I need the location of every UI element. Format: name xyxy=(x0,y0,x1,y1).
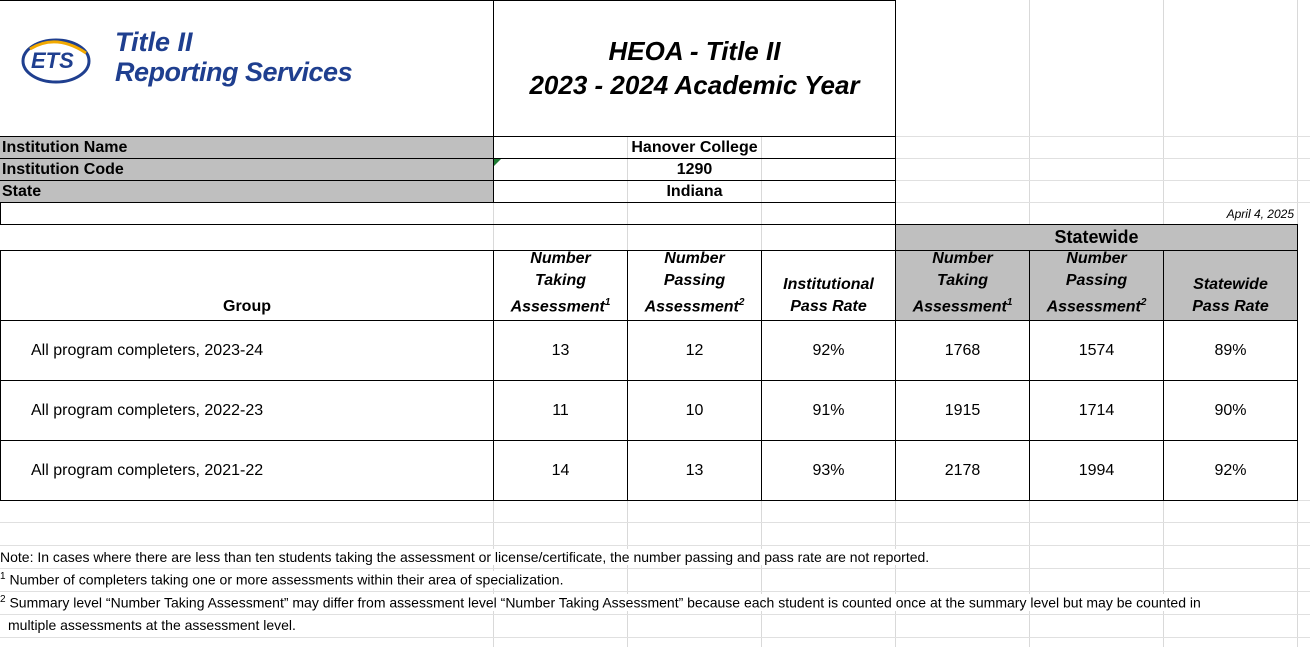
row-state-taking: 2178 xyxy=(895,440,1030,501)
footnote-mark: 1 xyxy=(1006,296,1013,308)
header-state-number-taking xyxy=(895,250,1030,321)
logo-line2: Reporting Services xyxy=(115,57,353,87)
header-institutional-pass-rate xyxy=(761,250,896,321)
title-line2: 2023 - 2024 Academic Year xyxy=(529,70,860,100)
header-text: Assessment xyxy=(644,298,739,315)
header-text: Number xyxy=(1066,249,1127,267)
footnote-mark: 1 xyxy=(604,296,611,308)
gridline xyxy=(0,568,1310,569)
institution-name-label: Institution Name xyxy=(2,139,128,156)
header-text: Passing xyxy=(663,271,726,289)
institution-name-value: Hanover College xyxy=(631,138,758,156)
footnote-mark: 2 xyxy=(1140,296,1147,308)
header-text: Number xyxy=(530,249,591,267)
row-group: All program completers, 2023-24 xyxy=(0,320,494,381)
row-passing: 10 xyxy=(627,380,762,441)
row-passing: 12 xyxy=(627,320,762,381)
row-group: All program completers, 2021-22 xyxy=(0,440,494,501)
institution-code-label: Institution Code xyxy=(2,161,124,178)
row-rate: 92% xyxy=(761,320,896,381)
row-state-passing: 1574 xyxy=(1029,320,1164,381)
header-text: Number xyxy=(664,249,725,267)
header-group xyxy=(0,250,494,321)
header-text: Passing xyxy=(1065,271,1128,289)
header-text: Pass Rate xyxy=(790,298,867,315)
footnote-2 xyxy=(0,594,1201,611)
row-taking: 13 xyxy=(493,320,628,381)
footnote-mark: 2 xyxy=(0,594,6,605)
header-text: Pass Rate xyxy=(1192,298,1269,315)
institution-code-value: 1290 xyxy=(676,160,713,178)
footnote-mark: 2 xyxy=(738,296,745,308)
institution-code-cell xyxy=(493,158,896,181)
row-passing: 13 xyxy=(627,440,762,501)
header-text: Number xyxy=(932,249,993,267)
header-spacer xyxy=(0,224,896,251)
blank-row xyxy=(0,202,896,225)
row-state-taking: 1915 xyxy=(895,380,1030,441)
row-state-passing: 1994 xyxy=(1029,440,1164,501)
state-cell xyxy=(493,180,896,203)
row-state-taking: 1768 xyxy=(895,320,1030,381)
footnote-2-text: Summary level “Number Taking Assessment” may differ from assessment level “Number Taking Assessment” because each student is counted once at the summary level but may be counted in xyxy=(5,594,1201,611)
row-group: All program completers, 2022-23 xyxy=(0,380,494,441)
title-box xyxy=(493,0,896,137)
logo-area xyxy=(0,0,494,137)
footnote-mark: 1 xyxy=(0,571,6,582)
header-text: Assessment xyxy=(510,298,605,315)
header-statewide-pass-rate xyxy=(1163,250,1298,321)
row-state-rate: 89% xyxy=(1163,320,1298,381)
gridline xyxy=(0,614,1310,615)
header-number-passing xyxy=(627,250,762,321)
institution-name-cell xyxy=(493,136,896,159)
statewide-label: Statewide xyxy=(1054,227,1139,247)
header-text: Institutional xyxy=(783,276,874,293)
header-text: Assessment xyxy=(1046,298,1141,315)
divider xyxy=(0,158,494,159)
state-label: State xyxy=(2,183,42,200)
footnote-2-continued: multiple assessments at the assessment level. xyxy=(8,617,296,633)
gridline xyxy=(0,545,1310,546)
row-taking: 14 xyxy=(493,440,628,501)
header-text: Statewide xyxy=(1193,276,1268,293)
header-text: Taking xyxy=(535,271,586,289)
note-text: Note: In cases where there are less than ten students taking the assessment or license/certificate, the number passing and pass rate are not reported. xyxy=(0,549,930,565)
gridline xyxy=(0,591,1310,592)
row-taking: 11 xyxy=(493,380,628,441)
header-number-taking xyxy=(493,250,628,321)
header-group-label: Group xyxy=(223,298,271,315)
header-text: Taking xyxy=(937,271,988,289)
row-state-rate: 92% xyxy=(1163,440,1298,501)
header-state-number-passing xyxy=(1029,250,1164,321)
footnote-1-text: Number of completers taking one or more assessments within their area of specialization. xyxy=(5,571,564,588)
row-state-passing: 1714 xyxy=(1029,380,1164,441)
footnote-1 xyxy=(0,571,563,588)
row-state-rate: 90% xyxy=(1163,380,1298,441)
logo-line1: Title II xyxy=(115,27,193,57)
row-rate: 93% xyxy=(761,440,896,501)
row-rate: 91% xyxy=(761,380,896,441)
state-value: Indiana xyxy=(666,182,723,200)
ets-mark: ETS xyxy=(31,48,74,73)
header-text: Assessment xyxy=(912,298,1007,315)
report-date: April 4, 2025 xyxy=(1226,207,1294,221)
gridline xyxy=(0,522,1310,523)
gridline xyxy=(0,637,1310,638)
cell-comment-indicator-icon xyxy=(494,159,502,167)
divider xyxy=(0,180,494,181)
title-line1: HEOA - Title II xyxy=(608,36,781,66)
